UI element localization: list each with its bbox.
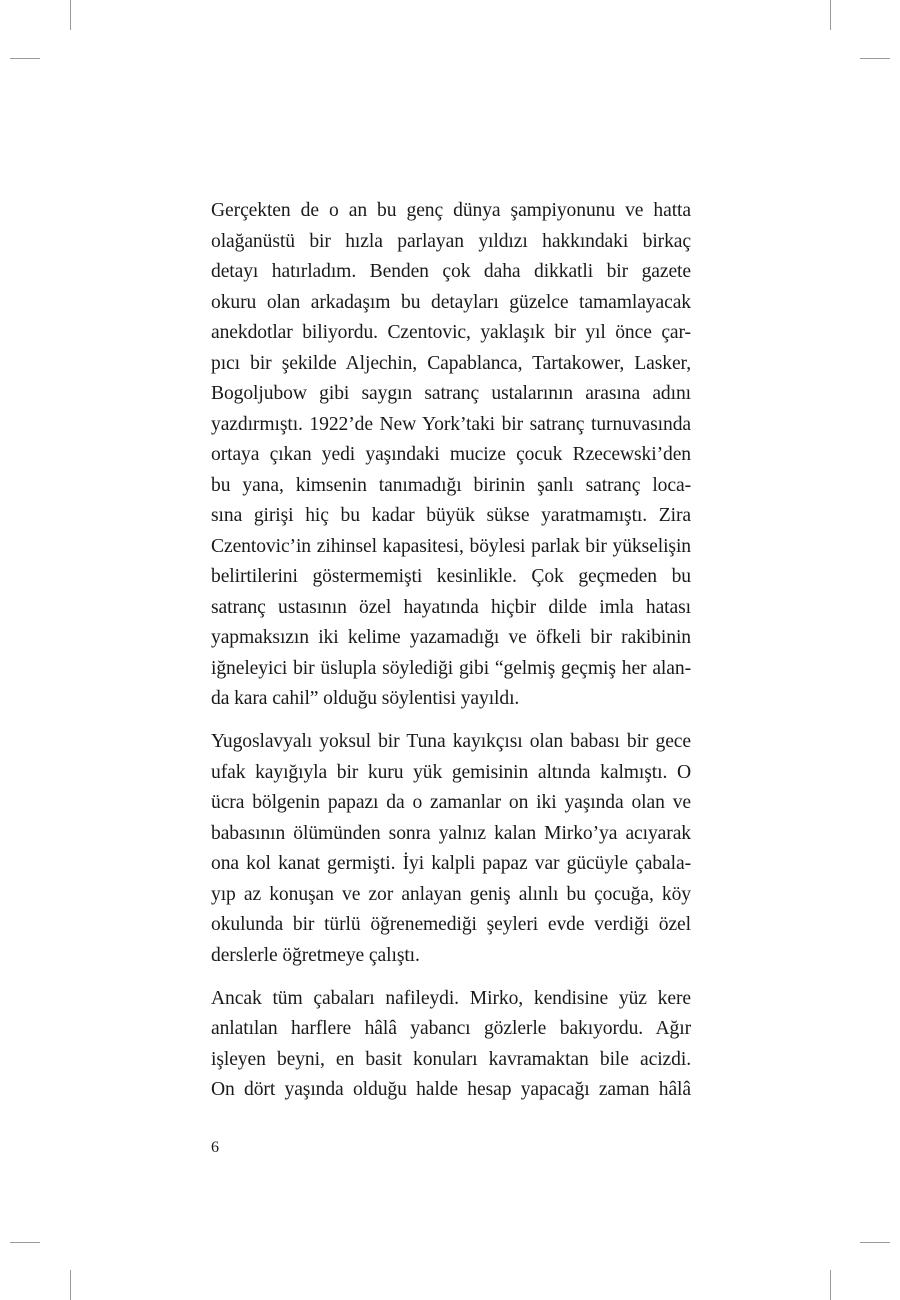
body-text <box>211 196 691 1106</box>
text-line: yazdırmıştı. 1922’de New York’taki bir satranç turnuvasında <box>211 413 691 435</box>
text-line: pıcı bir şekilde Aljechin, Capablanca, Tartakower, Lasker, <box>211 352 691 374</box>
crop-mark-bottom-left-h <box>10 1242 40 1243</box>
text-line: belirtilerini göstermemişti kesinlikle. Çok geçmeden bu <box>211 566 691 587</box>
paragraph-2 <box>211 727 691 971</box>
crop-mark-top-right <box>830 0 831 30</box>
text-line: yapmaksızın iki kelime yazamadığı ve öfkeli bir rakibinin <box>211 627 691 648</box>
crop-mark-top-right-h <box>860 58 890 59</box>
text-line: ortaya çıkan yedi yaşındaki mucize çocuk Rzecewski’den <box>211 444 691 465</box>
text-line: ona kol kanat germişti. İyi kalpli papaz var gücüyle çabala- <box>211 853 691 874</box>
text-line: derslerle öğretmeye çalıştı. <box>211 944 420 966</box>
text-line: Czentovic’in zihinsel kapasitesi, böylesi parlak bir yükselişin <box>211 535 691 557</box>
text-line: sına girişi hiç bu kadar büyük sükse yaratmamıştı. Zira <box>211 505 691 526</box>
text-line: ufak kayığıyla bir kuru yük gemisinin altında kalmıştı. O <box>211 761 691 783</box>
text-line: yıp az konuşan ve zor anlayan geniş alınlı bu çocuğa, köy <box>211 883 691 905</box>
text-line: ücra bölgenin papazı da o zamanlar on iki yaşında olan ve <box>211 792 691 813</box>
text-line: detayı hatırladım. Benden çok daha dikkatli bir gazete <box>211 261 691 282</box>
text-line: iğneleyici bir üslupla söylediği gibi “gelmiş geçmiş her alan- <box>211 657 691 679</box>
text-line: Ancak tüm çabaları nafileydi. Mirko, kendisine yüz kere <box>211 987 691 1009</box>
text-line: babasının ölümünden sonra yalnız kalan Mirko’ya acıyarak <box>211 822 691 844</box>
crop-mark-top-left <box>70 0 71 30</box>
text-line: Bogoljubow gibi saygın satranç ustalarının arasına adını <box>211 383 691 404</box>
paragraph-3 <box>211 984 691 1106</box>
text-line: Yugoslavyalı yoksul bir Tuna kayıkçısı olan babası bir gece <box>211 731 691 752</box>
text-line: da kara cahil” olduğu söylentisi yayıldı. <box>211 688 520 709</box>
text-line: işleyen beyni, en basit konuları kavramaktan bile acizdi. <box>211 1048 691 1070</box>
text-line: okulunda bir türlü öğrenemediği şeyleri evde verdiği özel <box>211 914 691 935</box>
crop-mark-bottom-left <box>70 1270 71 1300</box>
text-line: okuru olan arkadaşım bu detayları güzelce tamamlayacak <box>211 291 691 313</box>
crop-mark-bottom-right-h <box>860 1242 890 1243</box>
text-line: olağanüstü bir hızla parlayan yıldızı hakkındaki birkaç <box>211 230 691 252</box>
crop-mark-top-left-h <box>10 58 40 59</box>
paragraph-1 <box>211 196 691 715</box>
text-line: satranç ustasının özel hayatında hiçbir dilde imla hatası <box>211 596 691 618</box>
crop-mark-bottom-right <box>830 1270 831 1300</box>
text-line: anekdotlar biliyordu. Czentovic, yaklaşık bir yıl önce çar- <box>211 322 691 343</box>
text-line: bu yana, kimsenin tanımadığı birinin şanlı satranç loca- <box>211 474 691 496</box>
page-number: 6 <box>211 1139 219 1156</box>
text-line: On dört yaşında olduğu halde hesap yapacağı zaman hâlâ <box>211 1079 691 1100</box>
text-line: Gerçekten de o an bu genç dünya şampiyonunu ve hatta <box>211 200 691 221</box>
text-line: anlatılan harflere hâlâ yabancı gözlerle bakıyordu. Ağır <box>211 1018 691 1039</box>
